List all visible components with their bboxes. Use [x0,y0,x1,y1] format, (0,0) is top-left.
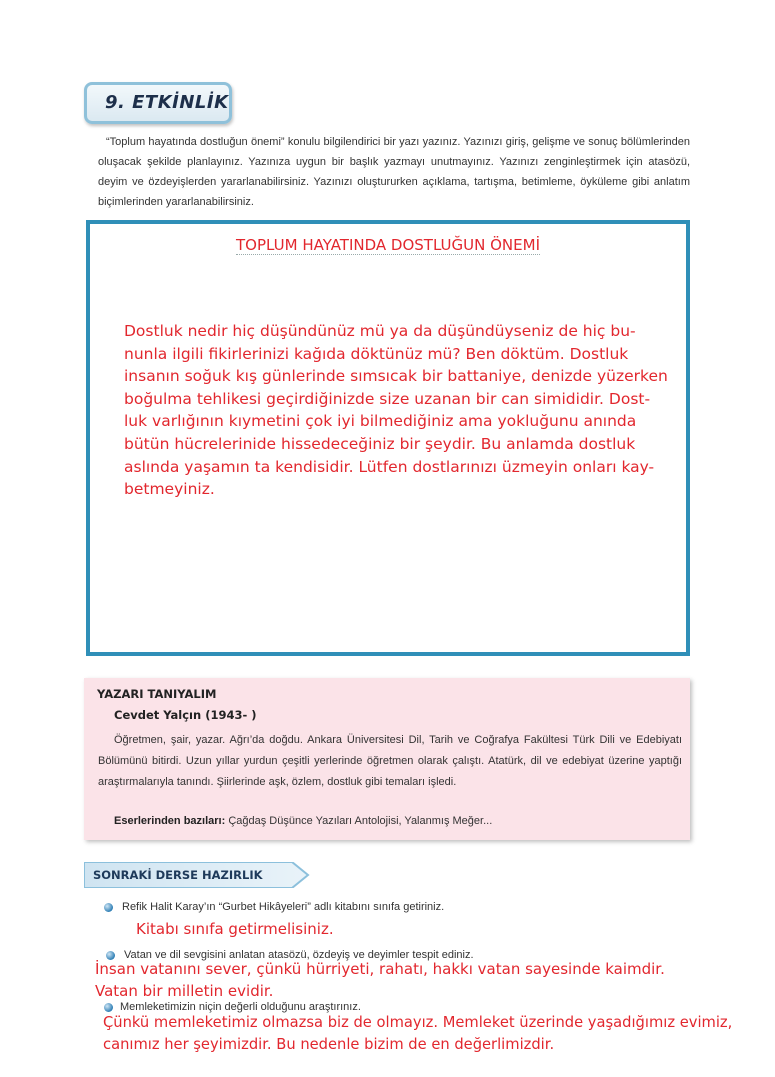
essay-line: bütün hücrelerinide hissedeceğiniz bir şeydir. Bu anlamda dostluk [124,434,636,453]
essay-line: betmeyiniz. [124,480,215,499]
essay-line: aslında yaşamın ta kendisidir. Lütfen dostlarınızı üzmeyin onları kay- [124,457,655,476]
essay-line: luk varlığının kıymetini çok iyi bilmediğiniz ama yokluğunu anında [124,412,637,431]
task-answer: Çünkü memleketimiz olmazsa biz de olmayız. Memleket üzerinde yaşadığımız evimiz, [103,1014,733,1031]
author-works-label: Eserlerinden bazıları: [114,815,226,827]
task-answer: Kitabı sınıfa getirmelisiniz. [136,920,334,938]
activity-badge [84,82,232,124]
author-name: Cevdet Yalçın (1943- ) [114,708,257,722]
next-lesson-tab [84,862,310,888]
bullet-icon [104,903,113,912]
task-item: Memleketimizin niçin değerli olduğunu araştırınız. [120,1001,361,1013]
essay-line: Dostluk nedir hiç düşündünüz mü ya da düşündüyseniz de hiç bu- [124,322,636,340]
next-lesson-heading: SONRAKİ DERSE HAZIRLIK [93,868,263,882]
essay-title [90,236,686,254]
task-item: Refik Halit Karay’ın “Gurbet Hikâyeleri” adlı kitabını sınıfa getiriniz. [122,901,445,913]
author-bio: Öğretmen, şair, yazar. Ağrı’da doğdu. Ankara Üniversitesi Dil, Tarih ve Coğrafya Fakültesi Türk Dili ve Edebiyatı Bölümünü bitirdi. Uzun yıllar yurdun çeşitli yerlerinde öğretmen olarak çalıştı. Atatürk, dil ve edebiyat üzerine yaptığı araştırmalarıyla tanındı. Şiirlerinde aşk, özlem, dostluk gibi temaları işledi. [98,734,682,788]
essay-title-text: TOPLUM HAYATINDA DOSTLUĞUN ÖNEMİ [236,236,540,254]
essay-box [86,220,690,656]
essay-line: nunla ilgili fikirlerinizi kağıda döktünüz mü? Ben döktüm. Dostluk [124,344,629,363]
author-works [114,815,492,827]
essay-line: boğulma tehlikesi geçirdiğinizde size uzanan bir can simidi​dir. Dost- [124,389,651,408]
activity-instructions: “Toplum hayatında dostluğun önemi” konulu bilgilendirici bir yazı yazınız. Yazınızı giriş, gelişme ve sonuç bölümlerinden oluşacak şekilde planlayınız. Yazınıza uygun bir başlık yazmayı unutmayınız. Yazınızı zenginleştirmek için atasözü, deyim ve özdeyişlerden yararlanabilirsiniz. Yazınızı oluştururken açıklama, tartışma, betimleme, öyküleme gibi anlatım biçimlerinden yararlanabilirsiniz. [98,136,690,208]
task-answer: Vatan bir milletin evidir. [95,982,274,1000]
author-works-list: Çağdaş Düşünce Yazıları Antolojisi, Yalanmış Meğer... [225,815,493,827]
author-box [84,678,690,840]
task-answer: canımız her şeyimizdir. Bu nedenle bizim de en değerlimizdir. [103,1036,555,1053]
author-heading: YAZARI TANIYALIM [97,687,217,701]
essay-line: insanın soğuk kış günlerinde sımsıcak bir battaniye, denizde yüzerken [124,367,668,386]
bullet-icon [104,1003,113,1012]
task-answer: İnsan vatanını sever, çünkü hürriyeti, rahatı, hakkı vatan sayesinde kaimdir. [95,960,665,978]
bullet-icon [106,951,115,960]
essay-body [124,320,670,501]
task-item: Vatan ve dil sevgisini anlatan atasözü, özdeyiş ve deyimler tespit ediniz. [124,949,474,961]
activity-title: 9. ETKİNLİK [105,92,229,113]
